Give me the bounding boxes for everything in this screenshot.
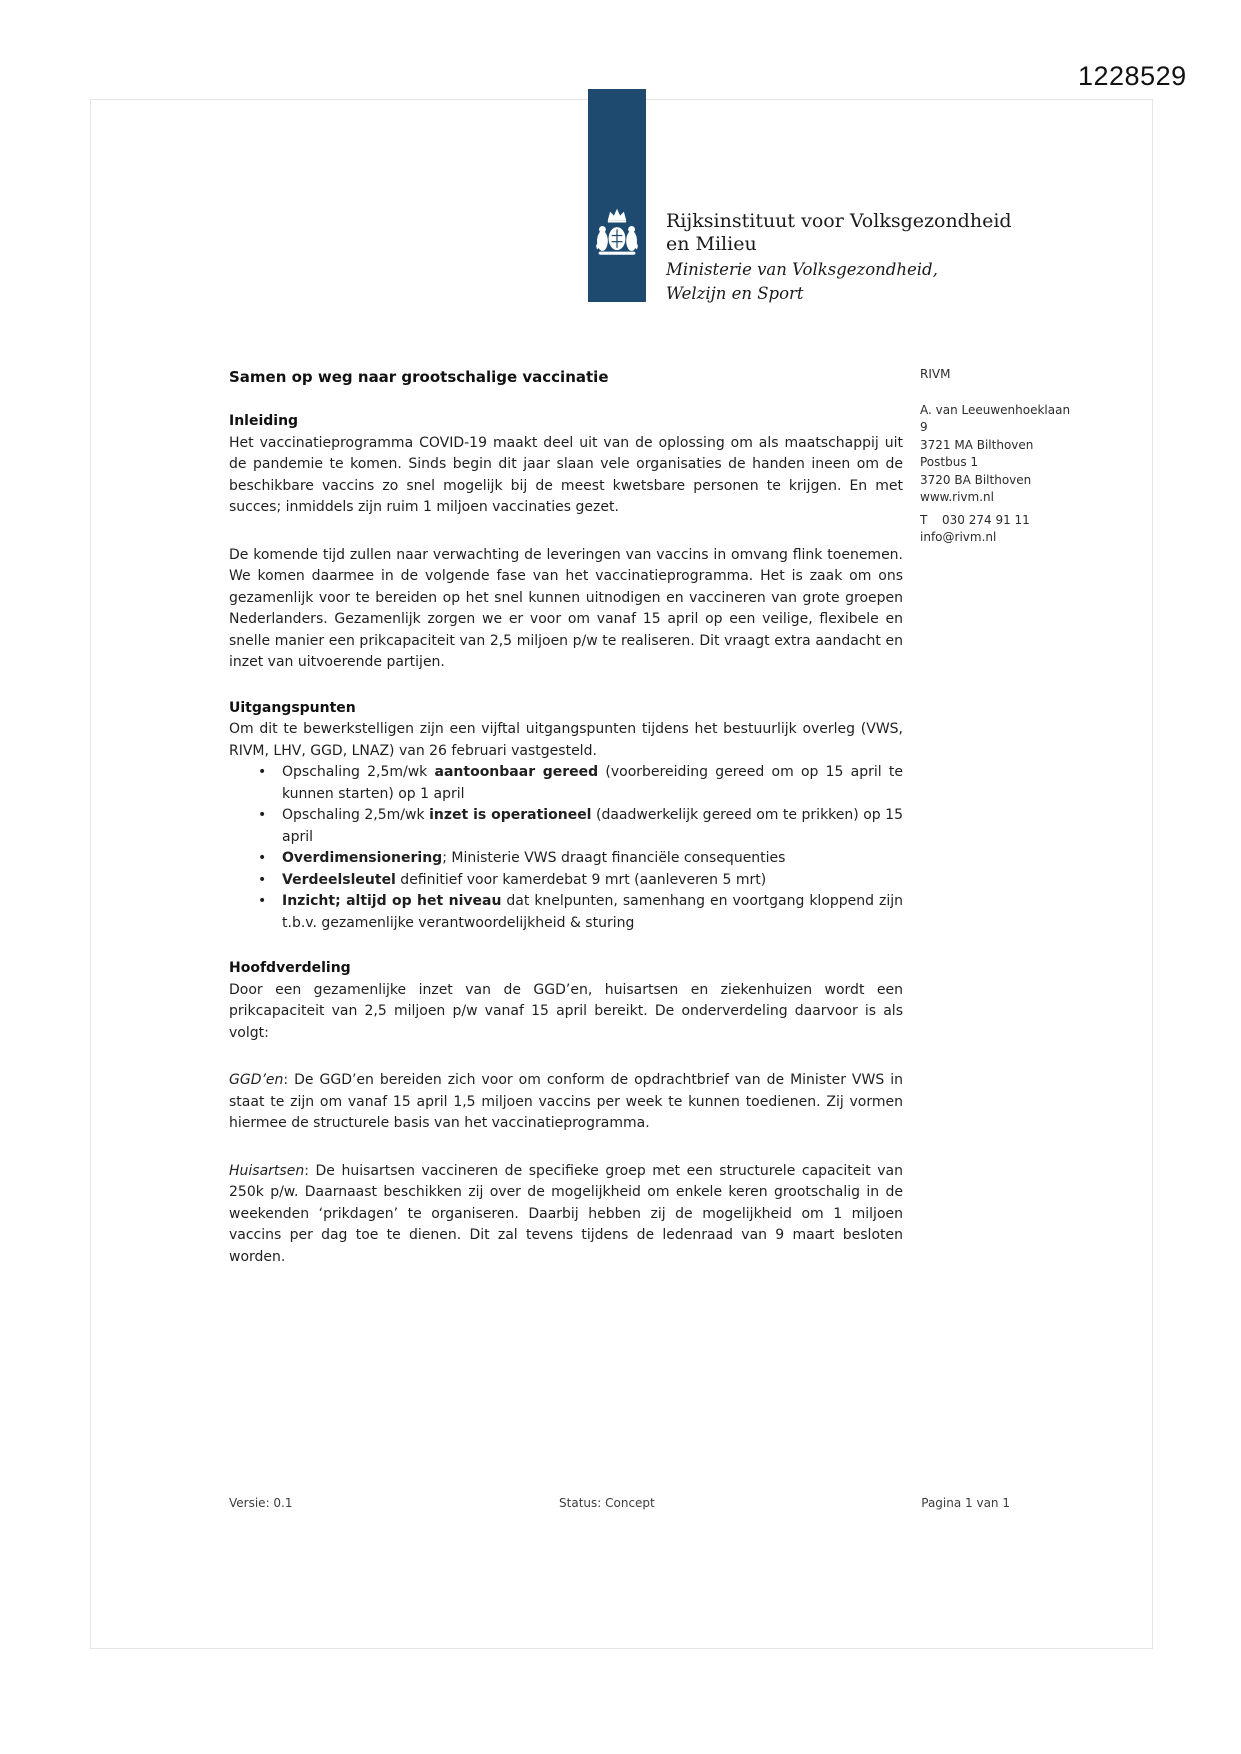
heading-uitgangspunten: Uitgangspunten <box>229 699 356 716</box>
bullet-text-bold: inzet is operationeel <box>429 807 592 823</box>
sender-address <box>920 402 1080 507</box>
logo-org-line2: en Milieu <box>666 233 757 255</box>
letter-body <box>229 367 903 1268</box>
footer-version: Versie: 0.1 <box>229 1496 293 1510</box>
ggd-lead: GGD’en <box>229 1072 284 1088</box>
dutch-coat-of-arms-icon <box>594 206 640 262</box>
logo-wordmark <box>666 210 1086 304</box>
bullet-text: (voorbereiding gereed om op 15 april te kunnen starten) op 1 april <box>282 764 903 802</box>
huisartsen-lead: Huisartsen <box>229 1162 305 1179</box>
list-item <box>229 762 903 805</box>
sender-address-block <box>920 366 1080 547</box>
bullet-text: definitief voor kamerdebat 9 mrt (aanleveren 5 mrt) <box>395 871 767 888</box>
bullet-text-bold: Overdimensionering <box>282 850 443 866</box>
bullet-icon: • <box>258 807 267 823</box>
paragraph-huisartsen <box>229 1161 903 1269</box>
rivm-logo-bar <box>588 89 646 302</box>
phone-line <box>920 512 1080 530</box>
bullet-icon: • <box>258 850 267 866</box>
bullet-text-bold: aantoonbaar gereed <box>434 764 599 780</box>
email-text: info@rivm.nl <box>920 530 997 544</box>
address-line: 3720 BA Bilthoven <box>920 472 1032 487</box>
list-item <box>229 805 903 848</box>
bullet-text: ; Ministerie VWS draagt financiële consequenties <box>442 850 786 866</box>
paragraph: Het vaccinatieprogramma COVID-19 maakt deel uit van de oplossing om als maatschappij uit de pandemie te komen. Sinds begin dit jaar slaan vele organisaties de handen ineen om de beschikbare vaccins zo snel mogelijk bij de meest kwetsbare personen te krijgen. En met succes; inmiddels zijn ruim 1 miljoen vaccinaties gezet. <box>229 434 903 515</box>
logo-ministry-line1: Ministerie van Volksgezondheid, <box>666 260 938 279</box>
paragraph: Door een gezamenlijke inzet van de GGD’en, huisartsen en ziekenhuizen wordt een prikcapaciteit van 2,5 miljoen p/w vanaf 15 april bereikt. De onderverdeling daarvoor is als volgt: <box>229 981 903 1041</box>
list-item <box>229 891 903 934</box>
website-text: www.rivm.nl <box>920 490 994 504</box>
bullet-text: dat knelpunten, samenhang en voortgang kloppend zijn t.b.v. gezamenlijke verantwoordelijkheid & sturing <box>282 893 904 931</box>
bullet-text: Opschaling 2,5m/wk <box>282 764 435 780</box>
footer-page-number: Pagina 1 van 1 <box>921 1496 1010 1510</box>
bullet-text-bold: Verdeelsleutel <box>282 871 396 888</box>
list-item <box>229 848 903 870</box>
address-line: Postbus 1 <box>920 455 979 469</box>
page-title: Samen op weg naar grootschalige vaccinatie <box>229 368 609 386</box>
bullet-icon: • <box>258 764 267 780</box>
bullet-text: (daadwerkelijk gereed om te prikken) op 15 april <box>282 807 903 845</box>
footer-status: Status: Concept <box>559 1496 655 1510</box>
paragraph: Om dit te bewerkstelligen zijn een vijftal uitgangspunten tijdens het bestuurlijk overleg (VWS, RIVM, LHV, GGD, LNAZ) van 26 februari vastgesteld. <box>229 721 903 759</box>
heading-hoofdverdeling: Hoofdverdeling <box>229 960 351 976</box>
list-item <box>229 870 903 892</box>
sender-org: RIVM <box>920 367 951 381</box>
huisartsen-text: : De huisartsen vaccineren de specifieke groep met een structurele capaciteit van 250k p/w. Daarnaast beschikken zij over de mogelijkheid om enkele keren grootschalig in de weekenden ‘prikdagen’ te organiseren. Daarbij hebben zij de mogelijkheid om 1 miljoen vaccins per dag toe te dienen. Dit zal tevens tijdens de ledenraad van 9 maart besloten worden. <box>229 1162 903 1265</box>
sender-contact <box>920 512 1080 547</box>
ggd-text: : De GGD’en bereiden zich voor om conform de opdrachtbrief van de Minister VWS in staat te zijn om vanaf 15 april 1,5 miljoen vaccins per week te kunnen toedienen. Zij vormen hiermee de structurele basis van het vaccinatieprogramma. <box>229 1072 903 1131</box>
heading-inleiding: Inleiding <box>229 413 299 429</box>
page-footer <box>229 1496 1010 1510</box>
paragraph: De komende tijd zullen naar verwachting de leveringen van vaccins in omvang flink toenemen. We komen daarmee in de volgende fase van het vaccinatieprogramma. Het is zaak om ons gezamenlijk voor te bereiden op het snel kunnen uitnodigen en vaccineren van grote groepen Nederlanders. Gezamenlijk zorgen we er voor om vanaf 15 april op een veilige, flexibele en snelle manier een prikcapaciteit van 2,5 miljoen p/w te realiseren. Dit vraagt extra aandacht en inzet van uitvoerende partijen. <box>229 546 903 670</box>
phone-label: T <box>920 512 928 527</box>
document-number: 1228529 <box>1078 61 1187 91</box>
logo-org-line1: Rijksinstituut voor Volksgezondheid <box>666 210 1012 232</box>
paragraph-ggd <box>229 1070 903 1135</box>
bullet-list <box>229 762 903 934</box>
address-line: A. van Leeuwenhoeklaan 9 <box>920 402 1071 434</box>
address-line: 3721 MA Bilthoven <box>920 437 1034 452</box>
bullet-icon: • <box>258 871 267 888</box>
bullet-text: Opschaling 2,5m/wk <box>282 807 430 823</box>
logo-ministry-line2: Welzijn en Sport <box>666 284 804 303</box>
phone-number: 030 274 91 11 <box>942 512 1030 527</box>
bullet-icon: • <box>258 893 267 909</box>
bullet-text-bold: Inzicht; altijd op het niveau <box>282 893 502 909</box>
